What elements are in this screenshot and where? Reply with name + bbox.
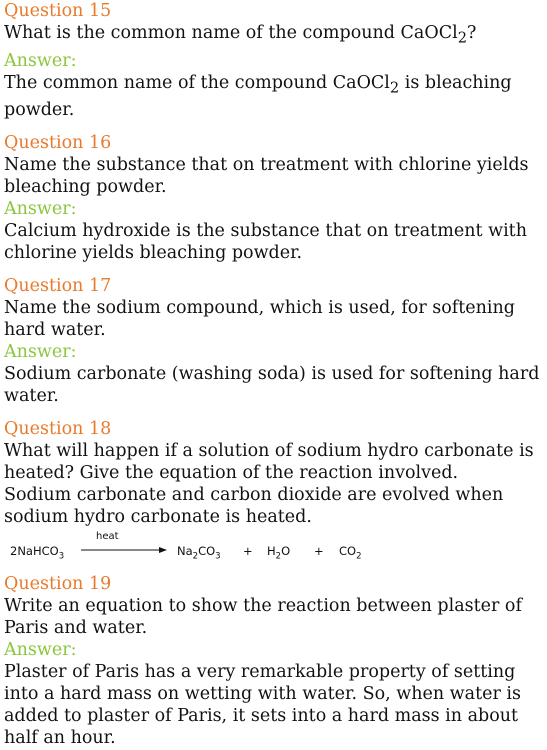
question-16-block bbox=[4, 132, 543, 264]
question-15-heading: Question 15 bbox=[4, 1, 112, 21]
question-18-block bbox=[4, 418, 543, 562]
product-1-part-b: CO bbox=[198, 544, 216, 558]
product-3-part-a: CO bbox=[339, 544, 357, 558]
product-1-subscript-a: 2 bbox=[192, 551, 199, 562]
question-15-text-main: What is the common name of the compound CaOCl bbox=[4, 23, 458, 43]
product-1-subscript-b: 3 bbox=[215, 551, 221, 562]
question-15-answer-label: Answer: bbox=[4, 50, 77, 71]
question-15-answer-pre: The common name of the compound CaOCl bbox=[4, 72, 390, 93]
product-carbon-dioxide bbox=[339, 544, 362, 561]
reaction-arrow-icon bbox=[81, 542, 167, 558]
question-17-block bbox=[4, 275, 543, 407]
question-19-block bbox=[4, 573, 543, 749]
product-1-part-a: Na bbox=[177, 544, 193, 558]
question-19-text: Write an equation to show the reaction between plaster of Paris and water. bbox=[4, 596, 522, 638]
question-15-block bbox=[4, 0, 543, 121]
question-15-text bbox=[4, 22, 543, 50]
question-17-text: Name the sodium compound, which is used, for softening hard water. bbox=[4, 298, 515, 340]
plus-sign-2: + bbox=[314, 544, 324, 558]
reaction-equation bbox=[4, 530, 543, 562]
question-17-heading: Question 17 bbox=[4, 276, 112, 296]
question-15-subscript: 2 bbox=[457, 29, 467, 47]
reactant-formula: 2NaHCO bbox=[10, 544, 59, 558]
product-2-part-a: H bbox=[267, 544, 276, 558]
question-19-answer: Plaster of Paris has a very remarkable property of setting into a hard mass on wetting with water. So, when water is added to plaster of Paris, it sets into a hard mass in about half an hour. bbox=[4, 662, 521, 748]
question-17-answer: Sodium carbonate (washing soda) is used for softening hard water. bbox=[4, 364, 540, 406]
question-19-answer-label: Answer: bbox=[4, 640, 77, 660]
product-2-part-b: O bbox=[281, 544, 291, 558]
question-16-answer: Calcium hydroxide is the substance that on treatment with chlorine yields bleaching powder. bbox=[4, 221, 527, 263]
question-19-heading: Question 19 bbox=[4, 574, 112, 594]
question-18-heading: Question 18 bbox=[4, 419, 112, 439]
question-16-answer-label: Answer: bbox=[4, 199, 77, 219]
reactant-subscript: 3 bbox=[58, 551, 65, 562]
product-water bbox=[267, 544, 290, 561]
question-15-answer-subscript: 2 bbox=[389, 79, 400, 96]
question-16-text: Name the substance that on treatment with chlorine yields bleaching powder. bbox=[4, 155, 529, 197]
product-2-subscript: 2 bbox=[275, 551, 282, 562]
question-18-text: What will happen if a solution of sodium hydro carbonate is heated? Give the equation of the reaction involved. bbox=[4, 441, 534, 483]
question-15-answer bbox=[4, 72, 543, 122]
reaction-condition: heat bbox=[96, 531, 119, 542]
question-15-answer-post: is bleaching powder. bbox=[4, 72, 512, 120]
equation-reactant bbox=[10, 544, 64, 561]
plus-sign-1: + bbox=[243, 544, 253, 558]
question-17-answer-label: Answer: bbox=[4, 342, 77, 362]
question-15-text-end: ? bbox=[466, 23, 477, 43]
question-16-heading: Question 16 bbox=[4, 133, 112, 153]
question-18-answer: Sodium carbonate and carbon dioxide are evolved when sodium hydro carbonate is heated. bbox=[4, 485, 504, 527]
product-sodium-carbonate bbox=[177, 544, 221, 561]
product-3-subscript: 2 bbox=[356, 551, 362, 562]
